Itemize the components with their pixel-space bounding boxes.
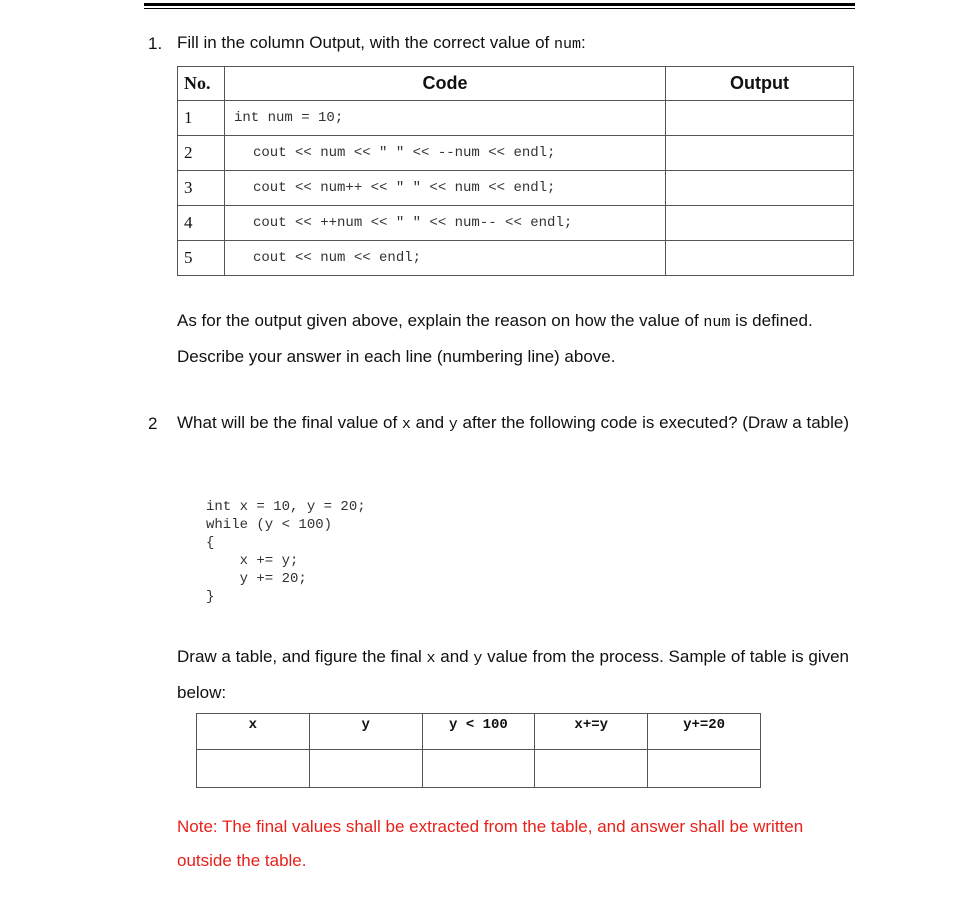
draw-text-b: and: [440, 647, 469, 666]
sample-header-y: y: [309, 714, 422, 750]
question-2-text-c: after the following code is executed? (Draw a table): [462, 413, 849, 432]
row-code: int num = 10;: [225, 101, 666, 136]
code-line: {: [206, 535, 215, 551]
sample-empty-row: [197, 750, 761, 788]
explain-after: is defined.: [735, 311, 813, 330]
top-rule-thin: [144, 8, 855, 9]
table-row: [178, 101, 854, 136]
row-code: cout << num++ << " " << num << endl;: [225, 171, 666, 206]
draw-text-c: value from the process. Sample of table is given below:: [177, 647, 850, 702]
explain-text: As for the output given above, explain the reason on how the value of: [177, 311, 699, 330]
header-output: Output: [666, 67, 854, 101]
draw-var-x: x: [426, 650, 436, 667]
question-1-number: 1.: [148, 34, 163, 53]
sample-cell[interactable]: [648, 750, 761, 788]
table-row: [178, 136, 854, 171]
code-output-table: [177, 66, 854, 276]
code-snippet: [206, 498, 366, 606]
note-text: Note: The final values shall be extracted from the table, and answer shall be written outside the table.: [177, 817, 804, 870]
question-1-prompt: [177, 26, 857, 62]
row-code: cout << num << endl;: [225, 241, 666, 276]
row-code: cout << ++num << " " << num-- << endl;: [225, 206, 666, 241]
question-2-prompt: [177, 406, 857, 442]
question-2-text-b: and: [415, 413, 445, 432]
table-row: [178, 241, 854, 276]
question-2-text-a: What will be the final value of: [177, 413, 398, 432]
draw-instructions: [177, 640, 857, 710]
sample-header-row: [197, 714, 761, 750]
row-output-cell[interactable]: [666, 136, 854, 171]
question-1-var: num: [554, 36, 582, 53]
row-no: 1: [178, 101, 225, 136]
draw-var-y: y: [473, 650, 483, 667]
row-output-cell[interactable]: [666, 241, 854, 276]
sample-header-y-update: y+=20: [648, 714, 761, 750]
sample-cell[interactable]: [535, 750, 648, 788]
draw-text-a: Draw a table, and figure the final: [177, 647, 422, 666]
question-2-number: 2: [148, 414, 158, 433]
header-code: Code: [225, 67, 666, 101]
header-no: No.: [178, 67, 225, 101]
question-1-text: Fill in the column Output, with the correct value of: [177, 33, 550, 52]
table-row: [178, 171, 854, 206]
row-no: 2: [178, 136, 225, 171]
sample-header-x-update: x+=y: [535, 714, 648, 750]
question-2-var-y: y: [448, 416, 458, 433]
explain-line-2: Describe your answer in each line (numbering line) above.: [177, 347, 616, 366]
row-no: 4: [178, 206, 225, 241]
code-line: y += 20;: [206, 571, 307, 587]
sample-cell[interactable]: [309, 750, 422, 788]
row-no: 3: [178, 171, 225, 206]
question-2-var-x: x: [401, 416, 411, 433]
question-1-colon: :: [581, 33, 586, 52]
explain-var: num: [703, 314, 731, 331]
row-no: 5: [178, 241, 225, 276]
sample-cell[interactable]: [422, 750, 535, 788]
row-output-cell[interactable]: [666, 101, 854, 136]
table-header-row: [178, 67, 854, 101]
question-1-explain: [177, 304, 857, 374]
code-line: int x = 10, y = 20;: [206, 499, 366, 515]
row-code: cout << num << " " << --num << endl;: [225, 136, 666, 171]
code-line: while (y < 100): [206, 517, 333, 533]
row-output-cell[interactable]: [666, 171, 854, 206]
sample-cell[interactable]: [197, 750, 310, 788]
top-rule-thick: [144, 3, 855, 6]
code-line: x += y;: [206, 553, 299, 569]
table-row: [178, 206, 854, 241]
sample-header-x: x: [197, 714, 310, 750]
sample-trace-table: [196, 713, 761, 788]
code-line: }: [206, 589, 215, 605]
sample-header-condition: y < 100: [422, 714, 535, 750]
row-output-cell[interactable]: [666, 206, 854, 241]
